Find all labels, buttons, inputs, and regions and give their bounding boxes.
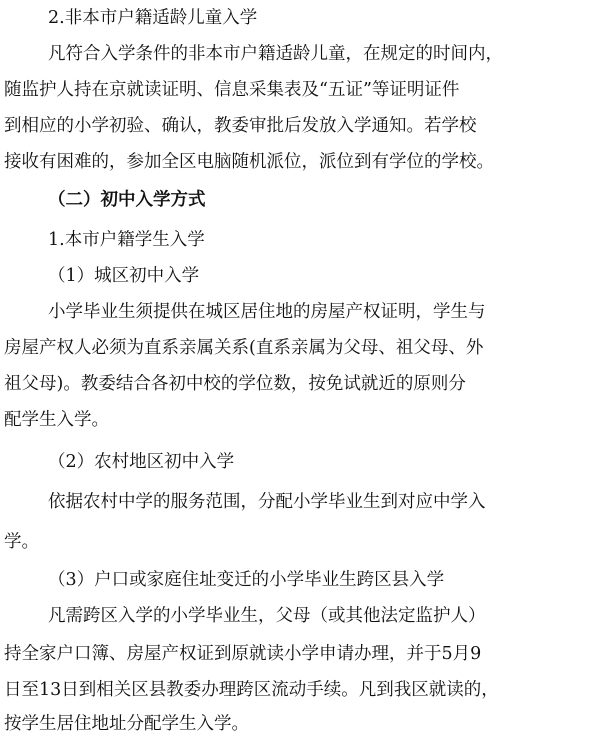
paragraph-line: 房屋产权人必须为直系亲属关系(直系亲属为父母、祖父母、外: [4, 338, 484, 358]
subheading-cross-district: （3）户口或家庭住址变迁的小学毕业生跨区县入学: [48, 570, 445, 590]
paragraph-line: 学。: [4, 532, 39, 552]
paragraph-line: 小学毕业生须提供在城区居住地的房屋产权证明，学生与: [48, 302, 486, 322]
subheading-rural-middle-school: （2）农村地区初中入学: [48, 452, 235, 472]
paragraph-line: 日至13日到相关区县教委办理跨区流动手续。凡到我区就读的，: [4, 680, 499, 700]
paragraph-line: 持全家户口簿、房屋产权证到原就读小学申请办理，并于5月9: [4, 644, 482, 664]
section-heading-middle-school: （二）初中入学方式: [48, 190, 206, 210]
paragraph-line: 到相应的小学初验、确认，教委审批后发放入学通知。若学校: [4, 116, 477, 136]
paragraph-line: 接收有困难的，参加全区电脑随机派位，派位到有学位的学校。: [4, 152, 494, 172]
heading-non-local-primary: 2.非本市户籍适龄儿童入学: [48, 8, 258, 28]
paragraph-line: 凡需跨区入学的小学毕业生，父母（或其他法定监护人）: [48, 606, 486, 626]
paragraph-line: 随监护人持在京就读证明、信息采集表及“五证”等证明证件: [4, 80, 460, 100]
subheading-urban-middle-school: （1）城区初中入学: [48, 266, 200, 286]
paragraph-line: 配学生入学。: [4, 410, 109, 430]
paragraph-line: 凡符合入学条件的非本市户籍适龄儿童，在规定的时间内，: [48, 44, 503, 64]
subheading-local-students: 1.本市户籍学生入学: [48, 230, 205, 250]
paragraph-line: 祖父母)。教委结合各初中校的学位数，按免试就近的原则分: [4, 374, 466, 394]
paragraph-line: 按学生居住地址分配学生入学。: [4, 714, 249, 734]
paragraph-line: 依据农村中学的服务范围，分配小学毕业生到对应中学入: [48, 492, 486, 512]
